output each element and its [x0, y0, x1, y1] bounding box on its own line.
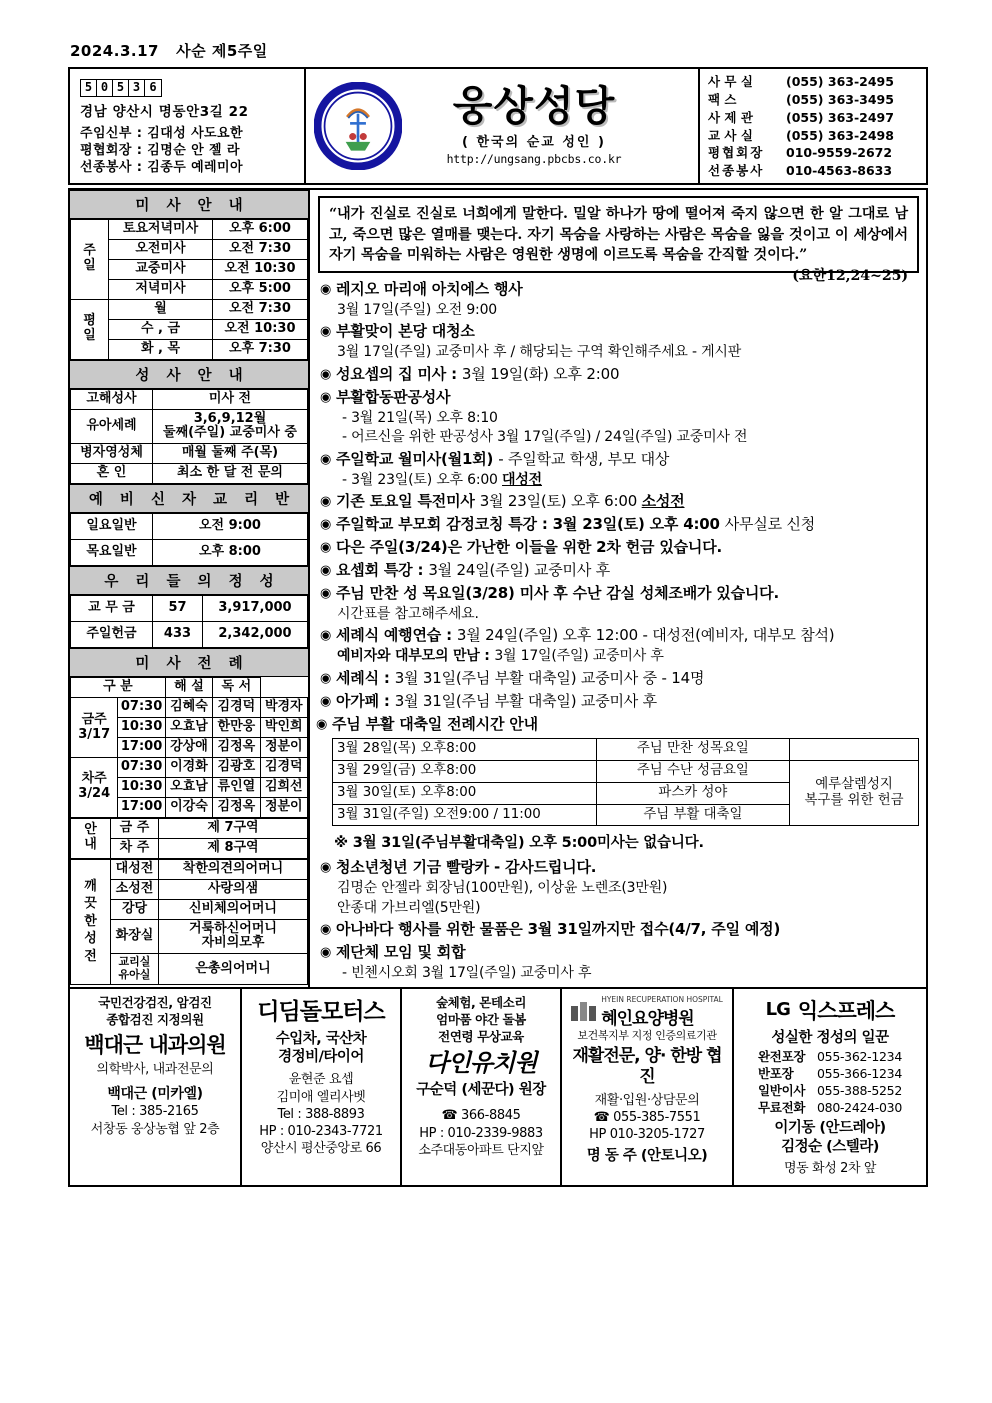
liturgy-col-header: 독 서: [213, 678, 260, 698]
easter-liturgy-name: 주님 만찬 성목요일: [596, 739, 789, 761]
table-row: [333, 739, 919, 761]
announcement-title: 아가페 : 3월 31일(주님 부활 대축일) 교중미사 후: [336, 691, 657, 710]
ad-price-list: [758, 1048, 902, 1116]
announcement-title: 아나바다 행사를 위한 물품은 3월 31일까지만 접수(4/7, 주일 예정): [336, 920, 781, 939]
contact-value: (055) 363-3495: [786, 92, 894, 107]
announcement-title: 요셉회 특강 : 3월 24일(주일) 교중미사 후: [336, 560, 610, 579]
table-row: [71, 514, 308, 540]
announcement-item: [320, 387, 919, 448]
bulletin-dateline: 2024.3.17 사순 제5주일: [70, 42, 268, 60]
offering-heading: 우 리 들 의 정 성: [70, 566, 308, 595]
mass-time: 오전 10:30: [213, 319, 308, 339]
ad-address: 서창동 웅상농협 앞 2층: [90, 1121, 220, 1137]
announcement-item: [320, 537, 919, 559]
church-patron: ( 한국의 순교 성인 ): [462, 135, 606, 150]
table-row: [71, 698, 308, 718]
liturgy-person: 오효남: [165, 777, 212, 797]
liturgy-person: 정분이: [260, 738, 307, 758]
liturgy-week-label: 금주 3/17: [71, 698, 118, 758]
announcements-list: [316, 279, 921, 713]
catechumen-time: 오후 8:00: [153, 540, 308, 566]
liturgy-time: 10:30: [118, 718, 165, 738]
announcement-title: 제단체 모임 및 회합: [336, 943, 466, 962]
price-label: 완전포장: [758, 1048, 806, 1064]
table-row: [71, 444, 308, 464]
ad-tagline: 국민건강검진, 암검진: [98, 994, 212, 1010]
ad-slogan: 성실한 정성의 일꾼: [771, 1029, 889, 1046]
announcement-item: [320, 942, 919, 983]
ad-subtitle: 의학박사, 내과전문의: [96, 1061, 214, 1077]
announcement-item: [320, 491, 919, 513]
header-parish-info: [70, 69, 306, 183]
left-column: [70, 190, 310, 987]
gospel-quote-box: [318, 196, 919, 284]
bullet-icon: ◉: [320, 922, 332, 938]
sacrament-name: 병자영성체: [71, 444, 153, 464]
liturgy-person: 김정옥: [213, 797, 260, 817]
bullet-icon: ◉: [320, 494, 332, 510]
mass-time: 오전 7:30: [213, 239, 308, 259]
announcement-item: [320, 919, 919, 941]
guide-zone-value: 제 8구역: [159, 838, 308, 858]
ad-title: 재활전문, 양· 한방 협진: [572, 1046, 722, 1088]
offering-table: [70, 595, 308, 648]
catechumen-time: 오전 9:00: [153, 514, 308, 540]
bullet-icon: ◉: [320, 693, 332, 709]
zip-digit: 5: [113, 80, 129, 96]
cleaning-area: 소성전: [111, 879, 159, 899]
announcement-detail: 안종대 가브리엘(5만원): [337, 899, 481, 916]
price-phone: 055-388-5252: [817, 1082, 902, 1098]
zip-digit: 3: [129, 80, 145, 96]
announcement-detail: - 3월 23일(토) 오후 6:00 대성전: [342, 471, 542, 488]
table-row: [71, 540, 308, 566]
table-row: [71, 622, 308, 648]
ad-person: 김정순 (스텔라): [781, 1138, 879, 1155]
announcement-item: [320, 514, 919, 536]
sacrament-name: 고해성사: [71, 389, 153, 409]
bullet-icon: ◉: [320, 628, 332, 644]
ad-dain-kindergarten[interactable]: [402, 989, 562, 1185]
announcement-title: 주일학교 월미사(월1회) - 주일학교 학생, 부모 대상: [336, 449, 670, 468]
contact-value: 010-9559-2672: [786, 145, 893, 161]
offering-count: 433: [153, 622, 203, 648]
liturgy-person: 류인열: [213, 777, 260, 797]
ad-lg-express[interactable]: [734, 989, 926, 1185]
price-row: [758, 1065, 902, 1082]
table-row: [71, 464, 308, 484]
easter-schedule-title: 주님 부활 대축일 전례시간 안내: [332, 714, 538, 733]
church-emblem-icon: [314, 82, 402, 170]
bullet-icon: ◉: [320, 517, 332, 533]
ad-didimdol-motors[interactable]: [242, 989, 402, 1185]
easter-note: 예루살렘성지 복구를 위한 헌금: [790, 761, 919, 826]
mass-weekday-label: 평 일: [71, 299, 109, 359]
price-phone: 055-362-1234: [817, 1048, 902, 1064]
liturgy-person: 이경화: [165, 758, 212, 778]
liturgy-person: 김혜숙: [165, 698, 212, 718]
announcement-item: [320, 857, 919, 918]
easter-schedule-block: [316, 714, 921, 853]
announcement-item: [320, 625, 919, 666]
announcement-title: 주일학교 부모회 감정코칭 특강 : 3월 23일(토) 오후 4:00 사무실로 신청: [336, 515, 816, 534]
price-row: [758, 1099, 902, 1116]
liturgy-col-header: 구 분: [71, 678, 166, 698]
offering-name: 주일헌금: [71, 622, 153, 648]
contact-row: [708, 91, 920, 109]
table-row: [71, 818, 308, 838]
catechumen-name: 목요일반: [71, 540, 153, 566]
gospel-quote-text: “내가 진실로 진실로 너희에게 말한다. 밀알 하나가 땅에 떨어져 죽지 않으면 한 알 그대로 남고, 죽으면 많은 열매를 맺는다. 자기 목숨을 사랑하는 사람은 목숨을 잃을 것이고 이 세상에서 자기 목숨을 미워하는 사람은 영원한 생명에 이르도록 목숨을 간직할 것이다.”: [329, 206, 908, 264]
announcement-title: 주님 만찬 성 목요일(3/28) 미사 후 수난 감실 성체조배가 있습니다.: [336, 583, 779, 602]
zip-digit: 6: [149, 80, 157, 94]
right-column: [310, 190, 926, 987]
ad-phone: HP : 010-2343-7721: [259, 1124, 383, 1140]
parish-address: 경남 양산시 명동안3길 22: [80, 104, 249, 120]
sacrament-value: 미사 전: [153, 389, 308, 409]
easter-note: [790, 739, 919, 761]
ad-person: 명 동 주 (안토니오): [586, 1147, 708, 1164]
mass-guide-table: [70, 219, 308, 360]
liturgy-person: 김경덕: [260, 758, 307, 778]
ad-title: 익스프레스: [797, 998, 895, 1023]
announcement-title: 다은 주일(3/24)은 가난한 이들을 위한 2차 헌금 있습니다.: [336, 537, 722, 556]
contact-label: 팩 스: [708, 92, 737, 107]
ad-certification: 보건복지부 지정 인증의료기관: [577, 1028, 717, 1042]
ad-person: 김미애 엘리사벳: [276, 1089, 366, 1105]
contact-row: [708, 109, 920, 127]
ad-address: 명동 화성 2차 앞: [783, 1161, 877, 1177]
church-name: 웅상성당: [452, 82, 616, 130]
cleaning-group: 신비체의어머니: [159, 899, 308, 919]
zip-digit: 5: [81, 80, 97, 96]
mass-time: 오후 6:00: [213, 220, 308, 240]
price-row: [758, 1082, 902, 1099]
easter-liturgy-name: 주님 수난 성금요일: [596, 761, 789, 783]
announcement-item: [320, 279, 792, 320]
easter-datetime: 3월 28일(목) 오후8:00: [333, 739, 597, 761]
ad-tagline: 종합검진 지정의원: [106, 1011, 204, 1027]
mass-name: 토요저녁미사: [109, 220, 213, 240]
mass-time: 오전 7:30: [213, 299, 308, 319]
easter-datetime: 3월 30일(토) 오후8:00: [333, 782, 597, 804]
catechumen-table: [70, 513, 308, 566]
mass-time: 오후 5:00: [213, 279, 308, 299]
ad-services: 수입차, 국산차: [275, 1030, 367, 1047]
table-header-row: [71, 678, 308, 698]
announcement-detail: 김명순 안젤라 회장님(100만원), 이상윤 노렌조(3만원): [337, 880, 668, 897]
easter-datetime: 3월 31일(주일) 오전9:00 / 11:00: [333, 804, 597, 826]
contact-value: (055) 363-2495: [786, 74, 894, 90]
cleaning-area: 강당: [111, 899, 159, 919]
ad-phone: HP 010-3205-1727: [589, 1127, 705, 1143]
guide-zone-table: [70, 818, 308, 859]
announcement-detail: 3월 17일(주일) 교중미사 후 / 해당되는 구역 확인해주세요 - 게시판: [337, 344, 742, 361]
liturgy-time: 07:30: [118, 698, 165, 718]
sacrament-guide-heading: 성 사 안 내: [70, 360, 308, 389]
announcement-detail: 3월 17일(주일) 오전 9:00: [337, 301, 497, 318]
guide-zone-week: 금 주: [111, 818, 159, 838]
ad-hyein-hospital[interactable]: [562, 989, 734, 1185]
advertisement-strip: [68, 989, 928, 1187]
announcement-title: 레지오 마리애 아치에스 행사: [336, 279, 523, 298]
bulletin-header: [68, 67, 928, 185]
catechumen-heading: 예 비 신 자 교 리 반: [70, 484, 308, 513]
ad-tagline: 엄마품 야간 돌봄: [436, 1011, 526, 1027]
staff-pastor: 주임신부 : 김대성 사도요한: [80, 126, 243, 141]
mass-guide-heading: 미 사 안 내: [70, 190, 308, 219]
easter-liturgy-name: 파스카 성야: [596, 782, 789, 804]
liturgy-week-label: 차주 3/24: [71, 758, 118, 818]
staff-funeral-volunteer: 선종봉사 : 김종두 예레미아: [80, 160, 243, 176]
bullet-icon: ◉: [320, 366, 332, 382]
price-label: 일반이사: [758, 1082, 806, 1098]
announcement-title: 청소년청년 기금 빨랑카 - 감사드립니다.: [336, 858, 597, 877]
liturgy-person: 김경덕: [213, 698, 260, 718]
bulletin-body: [68, 188, 928, 989]
offering-amount: 3,917,000: [203, 596, 308, 622]
mass-time: 오전 10:30: [213, 259, 308, 279]
sacrament-value: 최소 한 달 전 문의: [153, 464, 308, 484]
contact-row: [708, 162, 920, 180]
bullet-icon: ◉: [320, 324, 332, 340]
announcement-item: [320, 691, 919, 713]
zip-digit: 0: [97, 80, 113, 96]
easter-schedule-table: [332, 738, 919, 826]
bullet-icon: ◉: [320, 670, 332, 686]
ad-services: 경정비/타이어: [278, 1049, 364, 1066]
mass-time: 오후 7:30: [213, 339, 308, 359]
ad-address: 양산시 평산중앙로 66: [260, 1141, 382, 1157]
announcement-detail: - 빈첸시오회 3월 17일(주일) 교중미사 후: [342, 965, 592, 982]
header-contact-list: [700, 69, 926, 183]
staff-lay-chair: 평협회장 : 김명순 안 젤 라: [80, 143, 240, 159]
announcement-detail: - 어르신을 위한 판공성사 3월 17일(주일) / 24일(주일) 교중미사 전: [342, 429, 748, 446]
table-row: [71, 409, 308, 444]
mass-name: 저녁미사: [109, 279, 213, 299]
announcement-title: 세례식 예행연습 : 3월 24일(주일) 오후 12:00 - 대성전(예비자, 대부모 참석): [336, 626, 835, 645]
contact-label: 평협회장: [708, 145, 765, 161]
ad-logo-korean: 혜인요양병원: [601, 1008, 694, 1029]
cleaning-area: 교리실 유아실: [111, 954, 159, 984]
guide-zone-label: 안 내: [71, 818, 111, 858]
contact-row: [708, 127, 920, 145]
catechumen-name: 일요일반: [71, 514, 153, 540]
easter-datetime: 3월 29일(금) 오후8:00: [333, 761, 597, 783]
liturgy-person: 박인희: [260, 718, 307, 738]
bullet-icon: ◉: [320, 562, 332, 578]
sacrament-guide-table: [70, 389, 308, 485]
announcement-item: [320, 449, 919, 490]
ad-title: 백대근 내과의원: [84, 1032, 226, 1057]
mass-sunday-label: 주 일: [71, 220, 109, 300]
liturgy-person: 오효남: [165, 718, 212, 738]
hospital-logo-icon: [571, 1002, 596, 1021]
cleaning-table: [70, 859, 308, 985]
announcement-detail: 예비자와 대부모의 만남 : 3월 17일(주일) 교중미사 후: [337, 648, 664, 665]
cleaning-group: 은총의어머니: [159, 954, 308, 984]
liturgy-person: 김희선: [260, 777, 307, 797]
table-row: [71, 299, 308, 319]
bullet-icon: ◉: [320, 585, 332, 601]
ad-phone: HP : 010-2339-9883: [419, 1125, 543, 1141]
easter-schedule-note: ※ 3월 31일(주님부활대축일) 오후 5:00미사는 없습니다.: [334, 835, 704, 852]
contact-value: 010-4563-8633: [786, 163, 893, 178]
mass-name: 교중미사: [109, 259, 213, 279]
sacrament-value: 3,6,9,12월 둘째(주일) 교중미사 중: [153, 409, 308, 444]
table-row: [71, 596, 308, 622]
price-phone: 080-2424-030: [817, 1099, 902, 1115]
ad-phone: ☎ 366-8845: [441, 1108, 521, 1124]
liturgy-time: 07:30: [118, 758, 165, 778]
church-website-url[interactable]: http://ungsang.pbcbs.co.kr: [446, 152, 622, 166]
liturgy-person: 김광호: [213, 758, 260, 778]
ad-title: 다인유치원: [425, 1049, 537, 1078]
contact-row: [708, 73, 920, 91]
cleaning-group: 착한의견의어머니: [159, 859, 308, 879]
mass-name: 수 , 금: [109, 319, 213, 339]
table-row: [333, 761, 919, 783]
announcement-item: [320, 560, 919, 582]
mass-name: 오전미사: [109, 239, 213, 259]
announcement-item: [320, 583, 919, 624]
guide-zone-value: 제 7구역: [159, 818, 308, 838]
liturgy-time: 10:30: [118, 777, 165, 797]
bullet-icon: ◉: [320, 945, 332, 961]
contact-label: 교 사 실: [708, 127, 753, 143]
price-label: 반포장: [758, 1065, 794, 1081]
contact-row: [708, 144, 920, 162]
bullet-icon: ◉: [320, 389, 332, 405]
ad-phone: ☎ 055-385-7551: [593, 1109, 701, 1125]
price-row: [758, 1048, 902, 1065]
bullet-icon: ◉: [320, 860, 332, 876]
announcements-list-2: [316, 857, 921, 983]
announcement-title: 부활맞이 본당 대청소: [336, 322, 475, 341]
cleaning-group: 사랑의샘: [159, 879, 308, 899]
zip-code-box: [80, 79, 162, 97]
ad-person: 윤현준 요셉: [288, 1072, 354, 1088]
announcement-item: [320, 321, 919, 362]
ad-person: 이기동 (안드레아): [774, 1119, 886, 1136]
announcement-item: [320, 364, 919, 386]
liturgy-person: 김정옥: [213, 738, 260, 758]
bullet-icon: ◉: [320, 451, 332, 467]
price-label: 무료전화: [758, 1099, 806, 1115]
announcement-detail: 시간표를 참고해주세요.: [337, 605, 479, 622]
liturgy-person: 이강숙: [165, 797, 212, 817]
table-row: [71, 859, 308, 879]
liturgy-person: 강상애: [165, 738, 212, 758]
bullet-icon: ◉: [320, 281, 332, 297]
contact-label: 선종봉사: [708, 163, 765, 178]
sacrament-value: 매월 둘째 주(목): [153, 444, 308, 464]
guide-zone-week: 차 주: [111, 838, 159, 858]
mass-name: 월: [109, 299, 213, 319]
liturgy-person: 박경자: [260, 698, 307, 718]
liturgy-col-header: 해 설: [165, 678, 212, 698]
ad-logo: [566, 995, 728, 1029]
announcement-title: 기존 토요일 특전미사 3월 23일(토) 오후 6:00 소성전: [336, 492, 685, 511]
ad-tagline: 전연령 무상교육: [438, 1028, 524, 1044]
offering-count: 57: [153, 596, 203, 622]
liturgy-person: 정분이: [260, 797, 307, 817]
offering-name: 교 무 금: [71, 596, 153, 622]
contact-value: (055) 363-2497: [786, 109, 894, 125]
ad-title: 디딤돌모터스: [257, 998, 385, 1025]
table-row: [71, 758, 308, 778]
liturgy-person: 한만웅: [213, 718, 260, 738]
cleaning-area: 화장실: [111, 919, 159, 954]
sacrament-name: 유아세례: [71, 409, 153, 444]
bullet-icon: ◉: [320, 539, 332, 555]
sacrament-name: 혼 인: [71, 464, 153, 484]
ad-phone: Tel : 385-2165: [111, 1104, 199, 1120]
ad-subtitle: 재활·입원·상담문의: [594, 1092, 700, 1108]
ad-person: 백대근 (미카엘): [107, 1086, 203, 1103]
lg-logo-icon: LG: [765, 999, 790, 1021]
easter-liturgy-name: 주님 부활 대축일: [596, 804, 789, 826]
contact-label: 사 무 실: [708, 74, 753, 90]
contact-label: 사 제 관: [708, 109, 753, 125]
table-row: [71, 389, 308, 409]
ad-baekdaegeun-clinic[interactable]: [70, 989, 242, 1185]
contact-value: (055) 363-2498: [786, 127, 894, 143]
announcement-title: 세례식 : 3월 31일(주님 부활 대축일) 교중미사 중 - 14명: [336, 668, 705, 687]
liturgy-time: 17:00: [118, 738, 165, 758]
gospel-quote-citation: (요한12,24~25): [792, 267, 908, 284]
announcement-detail: - 3월 21일(목) 오후 8:10: [342, 409, 498, 426]
liturgy-time: 17:00: [118, 797, 165, 817]
liturgy-heading: 미 사 전 례: [70, 648, 308, 677]
offering-amount: 2,342,000: [203, 622, 308, 648]
ad-phone: Tel : 388-8893: [277, 1106, 365, 1122]
ad-person: 구순덕 (세꾼다) 원장: [416, 1082, 546, 1099]
liturgy-table: [70, 677, 308, 818]
price-phone: 055-366-1234: [817, 1065, 902, 1081]
cleaning-label: 깨 끗 한 성 전: [71, 859, 111, 984]
cleaning-area: 대성전: [111, 859, 159, 879]
mass-name: 화 , 목: [109, 339, 213, 359]
announcement-item: [320, 668, 919, 690]
ad-tagline: 숲체험, 몬테소리: [435, 994, 527, 1010]
header-church-identity: [306, 69, 700, 183]
announcement-title: 성요셉의 집 미사 : 3월 19일(화) 오후 2:00: [336, 364, 620, 383]
announcement-title: 부활합동판공성사: [336, 387, 451, 406]
bullet-icon: ◉: [316, 716, 328, 732]
ad-address: 소주대동아파트 단지앞: [418, 1142, 544, 1158]
ad-logo-english: HYEIN RECUPERATION HOSPITAL: [601, 994, 723, 1004]
cleaning-group: 거룩하신어머니 자비의모후: [159, 919, 308, 954]
table-row: [71, 220, 308, 240]
